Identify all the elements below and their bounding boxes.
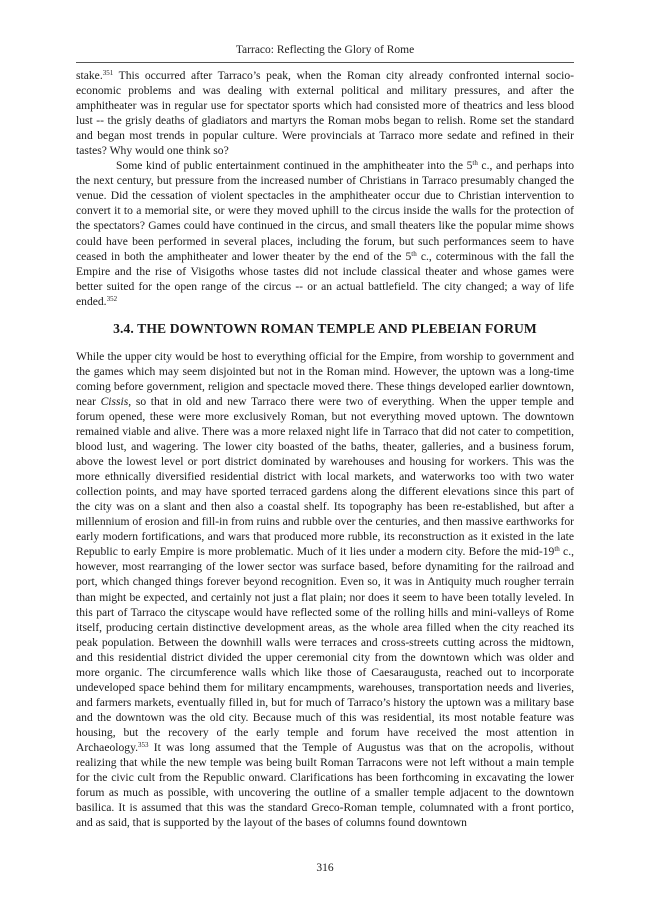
superscript: 353 xyxy=(138,740,149,749)
text-run: c., coterminous with the fall the Empire and the rise of Visigoths whose tastes did not include classical theater and whose games were better suited for the open range of the circus -- or an actual battlefield. The city changed; a way of life ended. xyxy=(76,249,574,308)
section-paragraphs xyxy=(76,349,574,831)
text-run: It was long assumed that the Temple of Augustus was that on the acropolis, without realizing that while the new temple was being built Roman Tarracons were not left without a main temple for the civic cult from the Republic onward. Clarifications has been forthcoming in excavating the lower forum as much as possible, with uncovering the outline of a smaller temple adjacent to the downtown basilica. It is assumed that this was the standard Greco-Roman temple, columnated with a front portico, and as said, that is supported by the layout of the bases of columns found downtown xyxy=(76,740,574,830)
text-run: Some kind of public entertainment continued in the amphitheater into the 5 xyxy=(116,159,473,173)
text-run: c., however, most rearranging of the lower sector was surface based, before dynamiting for the railroad and port, which changed things forever beyond recognition. Even so, it was in Antiquity much rougher terrain than might be expected, and certainly not just a flat plain; nor does it seem to have been totally leveled. In this part of Tarraco the cityscape would have reflected some of the rolling hills and mini-valleys of Rome itself, producing certain distinctive development areas, as the whole area filled when the city reached its peak population. Between the downhill walls were terraces and cross-streets cutting across the midtown, and this residential district divided the upper ceremonial city from the downtown which was older and more organic. The circumference walls which like those of Caesaraugusta, reached out to incorporate undeveloped space behind them for military encampments, warehouses, transportation needs and liveries, and farmers markets, eventually filled in, but for much of Tarraco’s history the uptown was a military base and the downtown was the old city. Because much of this was residential, its most notable feature was housing, but the recovery of the early temple and forum have received the most attention in Archaeology. xyxy=(76,545,574,754)
page-number: 316 xyxy=(316,862,334,874)
paragraph xyxy=(76,349,574,831)
text-run: While the upper city would be host to everything official for the Empire, from worship to government and the games which may seem disjointed but not in the Roman mind. However, the uptown was a long-time coming before government, religion and spectacle moved there. These things developed earlier downtown, near xyxy=(76,349,574,408)
superscript: 352 xyxy=(106,294,118,303)
text-run: stake. xyxy=(76,69,103,82)
text-run: c., and perhaps into the next century, but pressure from the increased number of Christians in Tarraco presumably changed the venue. Did the cessation of violent spectacles in the amphitheater occur due to Christian intervention to convert it to a memorial site, or were they moved uphill to the circus inside the walls for the protection of the spectators? Games could have continued in the circus, and small theaters like the popular mime shows could have been performed in several places, including the forum, but such performances seem to have ceased in both the amphitheater and lower theater by the end of the 5 xyxy=(76,159,574,263)
running-header: Tarraco: Reflecting the Glory of Rome xyxy=(235,44,415,56)
superscript: th xyxy=(472,159,478,168)
body-text xyxy=(76,68,574,830)
superscript: th xyxy=(554,545,560,554)
paragraph xyxy=(76,158,574,308)
text-run: , so that in old and new Tarraco there were two of everything. When the upper temple and forum opened, these were more exclusively Roman, but not everything moved uptown. The downtown remained viable and alive. There was a more relaxed night life in Tarraco that did not cater to competition, blood lust, and wagering. The lower city boasted of the baths, theater, galleries, and a business forum, above the lowest level or port district dominated by warehouses and housing for workers. This was the more ethnically diversified residential district with local markets, and waterworks too with two water collection points, and may have sported terraced gardens along the different elevations since this part of the city was on a slant and then also a coastal shelf. Its topography has been re-established, but after a millennium of erosion and fill-in from ruins and rubble over the centuries, and then massive earthworks for early modern fortifications, and wars that produced more rubble, its reconstruction as it existed in the late Republic to early Empire is more problematic. Much of it lies under a modern city. Before the mid-19 xyxy=(76,394,574,559)
italic-term: Cissis xyxy=(100,394,129,408)
superscript: th xyxy=(411,249,417,258)
text-run: This occurred after Tarraco’s peak, when the Roman city already confronted internal socio-economic problems and was dealing with external political and military pressures, and after the amphitheater was in regular use for spectator sports which had consisted more of theatrics and less blood lust -- the grisly deaths of gladiators and martyrs the Roman mobs began to relish. Rome set the standard and began most trends in popular culture. Were provincials at Tarraco more sedate and refined in their tastes? Why would one think so? xyxy=(76,69,574,158)
superscript: 351 xyxy=(102,69,114,77)
section-heading: 3.4. THE DOWNTOWN ROMAN TEMPLE AND PLEBEIAN FORUM xyxy=(113,320,537,336)
paragraph xyxy=(76,68,574,158)
header-rule xyxy=(76,62,574,63)
pre-section-paragraphs xyxy=(76,68,574,309)
